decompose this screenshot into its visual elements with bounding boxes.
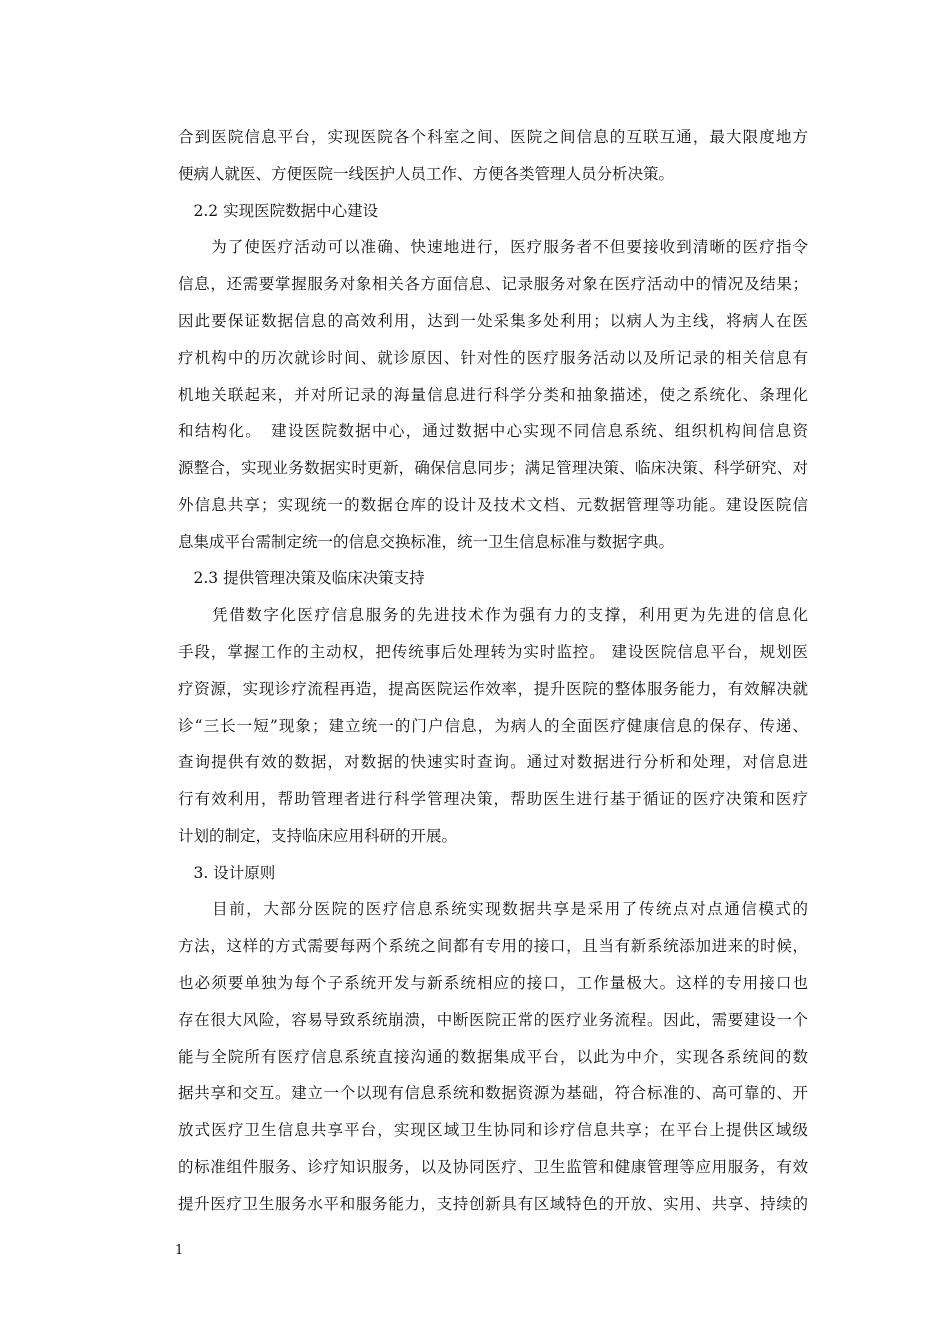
text-line: 疗资源，实现诊疗流程再造，提高医院运作效率，提升医院的整体服务能力，有效解决就: [178, 680, 808, 698]
text-line: 行有效利用，帮助管理者进行科学管理决策，帮助医生进行基于循证的医疗决策和医疗: [178, 790, 808, 808]
text-line: 诊“三长一短”现象；建立统一的门户信息，为病人的全面医疗健康信息的保存、传递、: [178, 717, 808, 735]
text-line: 也必须要单独为每个子系统开发与新系统相应的接口，工作量极大。这样的专用接口也: [178, 974, 808, 992]
text-line: 手段，掌握工作的主动权，把传统事后处理转为实时监控。 建设医院信息平台，规划医: [178, 643, 808, 661]
text-line: 计划的制定，支持临床应用科研的开展。: [178, 827, 458, 845]
text-line: 为了使医疗活动可以准确、快速地进行，医疗服务者不但要接收到清晰的医疗指令: [178, 238, 808, 256]
text-line: 存在很大风险，容易导致系统崩溃，中断医院正常的医疗业务流程。因此，需要建设一个: [178, 1011, 808, 1029]
text-line: 放式医疗卫生信息共享平台，实现区域卫生协同和诊疗信息共享；在平台上提供区域级: [178, 1121, 808, 1139]
section-heading: 2.3 提供管理决策及临床决策支持: [178, 569, 425, 587]
text-line: 据共享和交互。建立一个以现有信息系统和数据资源为基础，符合标准的、高可靠的、开: [178, 1084, 808, 1102]
text-line: 的标准组件服务、诊疗知识服务，以及协同医疗、卫生监管和健康管理等应用服务，有效: [178, 1158, 808, 1176]
text-line: 能与全院所有医疗信息系统直接沟通的数据集成平台，以此为中介，实现各系统间的数: [178, 1048, 808, 1066]
text-line: 目前，大部分医院的医疗信息系统实现数据共享是采用了传统点对点通信模式的: [178, 900, 808, 918]
text-line: 源整合，实现业务数据实时更新，确保信息同步；满足管理决策、临床决策、科学研究、对: [178, 459, 808, 477]
text-line: 疗机构中的历次就诊时间、就诊原因、针对性的医疗服务活动以及所记录的相关信息有: [178, 349, 808, 367]
text-line: 因此要保证数据信息的高效利用，达到一处采集多处利用；以病人为主线，将病人在医: [178, 312, 808, 330]
text-line: 便病人就医、方便医院一线医护人员工作、方便各类管理人员分析决策。: [178, 165, 675, 183]
text-line: 息集成平台需制定统一的信息交换标准，统一卫生信息标准与数据字典。: [178, 533, 675, 551]
text-line: 合到医院信息平台，实现医院各个科室之间、医院之间信息的互联互通，最大限度地方: [178, 128, 808, 146]
text-line: 机地关联起来，并对所记录的海量信息进行科学分类和抽象描述，使之系统化、条理化: [178, 386, 808, 404]
text-line: 信息，还需要掌握服务对象相关各方面信息、记录服务对象在医疗活动中的情况及结果；: [178, 275, 808, 293]
text-line: 和结构化。 建设医院数据中心，通过数据中心实现不同信息系统、组织机构间信息资: [178, 422, 808, 440]
page-number: 1: [175, 1243, 184, 1258]
text-line: 方法，这样的方式需要每两个系统之间都有专用的接口，且当有新系统添加进来的时候，: [178, 937, 808, 955]
text-line: 提升医疗卫生服务水平和服务能力，支持创新具有区域特色的开放、实用、共享、持续的: [178, 1195, 808, 1213]
text-line: 查询提供有效的数据，对数据的快速实时查询。通过对数据进行分析和处理，对信息进: [178, 753, 808, 771]
text-line: 凭借数字化医疗信息服务的先进技术作为强有力的支撑，利用更为先进的信息化: [178, 606, 808, 624]
text-line: 外信息共享；实现统一的数据仓库的设计及技术文档、元数据管理等功能。建设医院信: [178, 496, 808, 514]
section-heading: 2.2 实现医院数据中心建设: [178, 202, 379, 220]
section-heading: 3. 设计原则: [178, 864, 276, 882]
